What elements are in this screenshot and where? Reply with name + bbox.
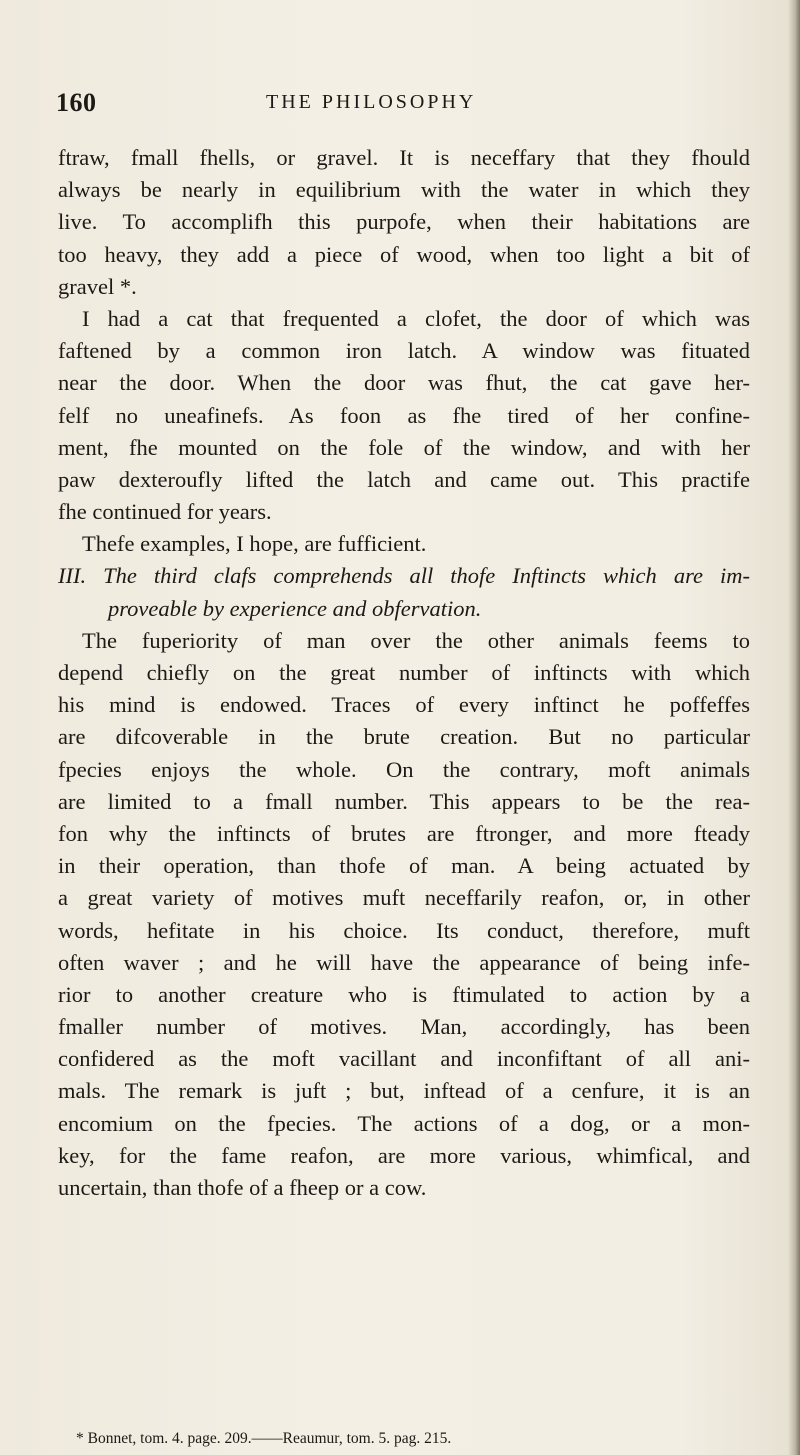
text-line: depend chiefly on the great number of inftincts with which bbox=[58, 660, 750, 685]
text-line: encomium on the fpecies. The actions of a dog, or a mon- bbox=[58, 1110, 750, 1136]
footnote: * Bonnet, tom. 4. page. 209.——Reaumur, tom. 5. pag. 215. bbox=[76, 1430, 452, 1447]
text-line: ftraw, fmall fhells, or gravel. It is neceffary that they fhould bbox=[58, 145, 750, 170]
text-line: are difcoverable in the brute creation. But no particular bbox=[58, 724, 750, 750]
page-edge-shadow bbox=[788, 0, 800, 1455]
text-line: The fuperiority of man over the other animals feems to bbox=[82, 627, 750, 653]
text-line: fpecies enjoys the whole. On the contrary, moft animals bbox=[58, 756, 750, 782]
text-line: in their operation, than thofe of man. A being actuated by bbox=[58, 853, 750, 879]
text-line: always be nearly in equilibrium with the water in which they bbox=[58, 177, 750, 203]
text-line: faftened by a common iron latch. A window was fituated bbox=[58, 338, 750, 364]
text-line: paw dexteroufly lifted the latch and came out. This practife bbox=[58, 466, 750, 492]
text-line: fon why the inftincts of brutes are ftronger, and more fteady bbox=[58, 820, 750, 846]
text-line: fhe continued for years. bbox=[58, 499, 272, 525]
text-line: live. To accomplifh this purpofe, when their habitations are bbox=[58, 209, 750, 235]
text-line: Thefe examples, I hope, are fufficient. bbox=[82, 531, 427, 557]
section-heading-line: proveable by experience and obfervation. bbox=[108, 595, 482, 621]
text-line: uncertain, than thofe of a fheep or a cow. bbox=[58, 1175, 427, 1200]
body-text bbox=[58, 142, 750, 1204]
text-line: mals. The remark is juft ; but, inftead of a cenfure, it is an bbox=[58, 1078, 750, 1104]
text-line: gravel *. bbox=[58, 273, 137, 299]
text-line: too heavy, they add a piece of wood, when too light a bit of bbox=[58, 241, 750, 267]
text-line: rior to another creature who is ftimulated to action by a bbox=[58, 981, 750, 1007]
text-line: I had a cat that frequented a clofet, the door of which was bbox=[82, 305, 750, 331]
text-line: key, for the fame reafon, are more various, whimfical, and bbox=[58, 1142, 750, 1168]
text-line: often waver ; and he will have the appearance of being infe- bbox=[58, 949, 750, 975]
page-number: 160 bbox=[56, 88, 97, 117]
text-line: near the door. When the door was fhut, the cat gave her- bbox=[58, 370, 750, 396]
text-line: are limited to a fmall number. This appears to be the rea- bbox=[58, 788, 750, 814]
text-line: his mind is endowed. Traces of every inftinct he poffeffes bbox=[58, 692, 750, 718]
text-line: fmaller number of motives. Man, accordingly, has been bbox=[58, 1014, 750, 1040]
section-heading-line: III. The third clafs comprehends all thofe Inftincts which are im- bbox=[58, 563, 750, 589]
page-header bbox=[56, 88, 746, 128]
running-head: THE PHILOSOPHY bbox=[266, 91, 477, 113]
text-line: ment, fhe mounted on the fole of the window, and with her bbox=[58, 434, 750, 460]
text-line: a great variety of motives muft neceffarily reafon, or, in other bbox=[58, 885, 750, 911]
text-line: confidered as the moft vacillant and inconfiftant of all ani- bbox=[58, 1046, 750, 1072]
text-line: words, hefitate in his choice. Its conduct, therefore, muft bbox=[58, 917, 750, 943]
text-line: felf no uneafinefs. As foon as fhe tired of her confine- bbox=[58, 402, 750, 428]
